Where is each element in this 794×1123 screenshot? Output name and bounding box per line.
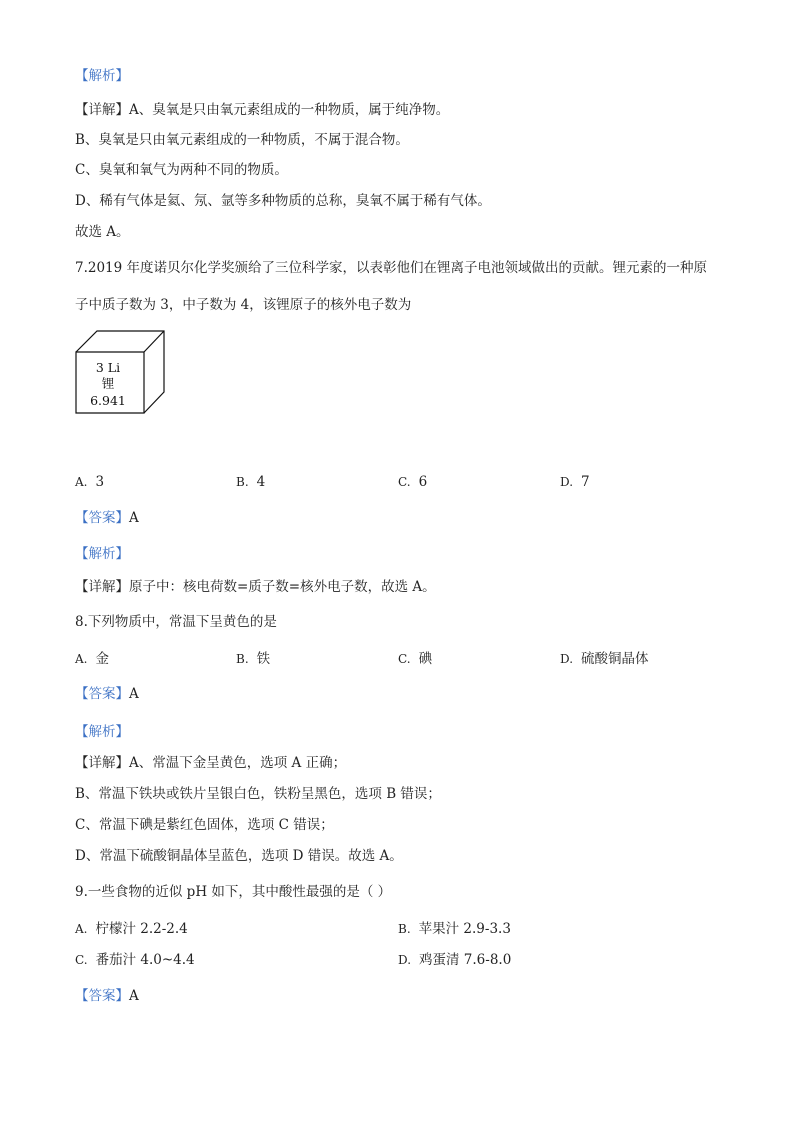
q8-answer-label: 【答案】 xyxy=(75,686,129,702)
q9-answer xyxy=(75,986,139,1006)
q9-stem: 9.一些食物的近似 pH 如下，其中酸性最强的是（ ） xyxy=(75,884,392,900)
element-mass: 6.941 xyxy=(90,393,126,408)
q9-option-b xyxy=(398,919,511,939)
q6-line-c: C、臭氧和氧气为两种不同的物质。 xyxy=(75,162,288,178)
option-letter: C. xyxy=(398,652,411,666)
option-letter: B. xyxy=(398,922,411,936)
q9-option-a xyxy=(75,919,188,939)
q6-line-d: D、稀有气体是氦、氖、氩等多种物质的总称，臭氧不属于稀有气体。 xyxy=(75,193,491,209)
q8-answer-value: A xyxy=(129,686,139,702)
option-letter: B. xyxy=(236,475,249,489)
q7-detail-text: 原子中：核电荷数=质子数=核外电子数，故选 A。 xyxy=(129,579,436,595)
option-text: 鸡蛋清 7.6-8.0 xyxy=(419,952,512,968)
option-text: 碘 xyxy=(418,651,433,667)
element-name: 锂 xyxy=(101,376,115,391)
option-letter: D. xyxy=(398,953,412,967)
option-letter: D. xyxy=(560,652,574,666)
q7-option-d xyxy=(560,472,590,492)
q7-answer-label: 【答案】 xyxy=(75,510,129,526)
option-text: 番茄汁 4.0~4.4 xyxy=(95,952,195,968)
option-letter: A. xyxy=(75,652,88,666)
option-letter: B. xyxy=(236,652,249,666)
q7-detail xyxy=(75,577,436,597)
element-number-symbol: 3 Li xyxy=(95,360,121,375)
option-text: 4 xyxy=(256,474,266,490)
option-text: 苹果汁 2.9-3.3 xyxy=(418,921,511,937)
option-letter: C. xyxy=(75,953,88,967)
q8-stem: 8.下列物质中，常温下呈黄色的是 xyxy=(75,614,277,630)
q7-answer xyxy=(75,508,139,528)
q8-line-b: B、常温下铁块或铁片呈银白色，铁粉呈黑色，选项 B 错误； xyxy=(75,786,441,802)
q6-conclusion: 故选 A。 xyxy=(75,224,130,240)
q9-answer-label: 【答案】 xyxy=(75,988,129,1004)
option-letter: C. xyxy=(398,475,411,489)
option-text: 6 xyxy=(418,474,428,490)
q7-stem-line2: 子中质子数为 3，中子数为 4，该锂原子的核外电子数为 xyxy=(75,297,412,313)
q8-line-d: D、常温下硫酸铜晶体呈蓝色，选项 D 错误。故选 A。 xyxy=(75,848,403,864)
q9-option-c xyxy=(75,950,195,970)
q8-detail xyxy=(75,753,346,773)
option-letter: D. xyxy=(560,475,574,489)
q6-detail-text: A、臭氧是只由氧元素组成的一种物质，属于纯净物。 xyxy=(129,102,450,118)
q7-option-b xyxy=(236,472,265,492)
q8-option-d xyxy=(560,649,649,669)
q6-line-b: B、臭氧是只由氧元素组成的一种物质，不属于混合物。 xyxy=(75,132,409,148)
q8-option-c xyxy=(398,649,432,669)
q7-stem-line1: 7.2019 年度诺贝尔化学奖颁给了三位科学家，以表彰他们在锂离子电池领域做出的贡献。锂元素的一种原 xyxy=(75,260,708,276)
q7-detail-label: 【详解】 xyxy=(75,579,129,595)
q8-detail-label: 【详解】 xyxy=(75,755,129,771)
q6-detail xyxy=(75,100,449,120)
q9-answer-value: A xyxy=(129,988,139,1004)
q8-option-a xyxy=(75,649,109,669)
q8-line-c: C、常温下碘是紫红色固体，选项 C 错误； xyxy=(75,817,334,833)
q8-option-b xyxy=(236,649,270,669)
option-text: 金 xyxy=(95,651,109,667)
option-text: 3 xyxy=(95,474,105,490)
q9-option-d xyxy=(398,950,511,970)
option-letter: A. xyxy=(75,922,88,936)
option-text: 铁 xyxy=(256,651,271,667)
q8-analysis-label: 【解析】 xyxy=(75,724,129,740)
q7-analysis-label: 【解析】 xyxy=(75,546,129,562)
option-letter: A. xyxy=(75,475,88,489)
option-text: 柠檬汁 2.2-2.4 xyxy=(95,921,188,937)
q6-detail-label: 【详解】 xyxy=(75,102,129,118)
q6-analysis-label: 【解析】 xyxy=(75,68,129,84)
option-text: 7 xyxy=(581,474,590,490)
q7-option-a xyxy=(75,472,104,492)
q8-answer xyxy=(75,684,139,704)
q7-option-c xyxy=(398,472,427,492)
q8-detail-text: A、常温下金呈黄色，选项 A 正确； xyxy=(129,755,347,771)
option-text: 硫酸铜晶体 xyxy=(581,651,649,667)
q7-answer-value: A xyxy=(129,510,139,526)
